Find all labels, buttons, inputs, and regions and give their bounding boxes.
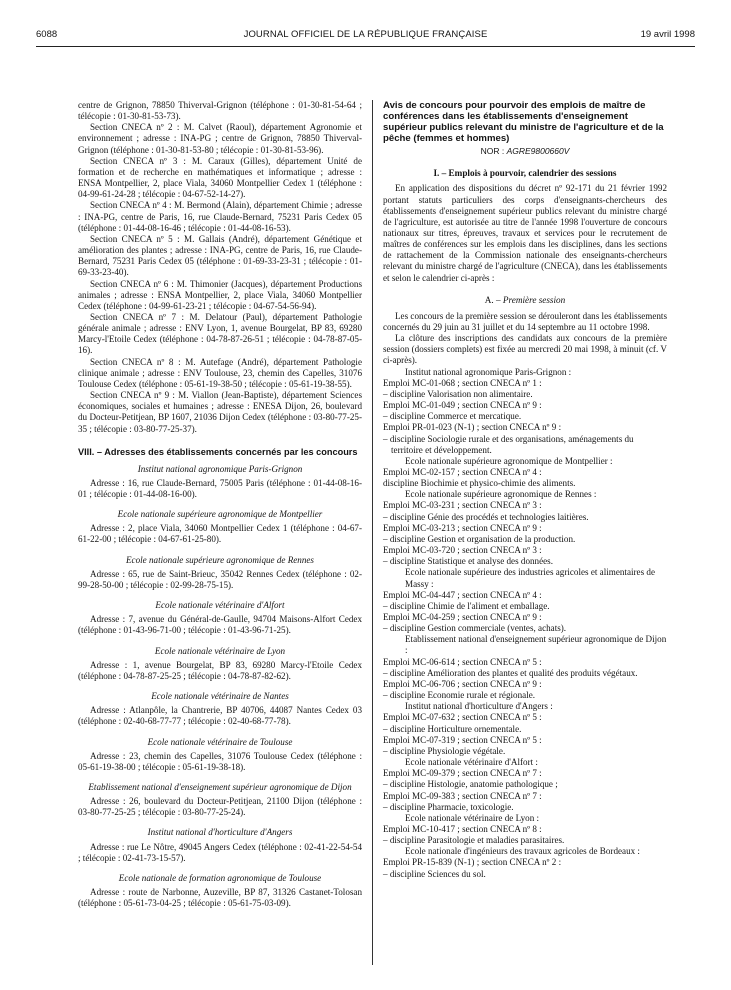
registration-paragraph: La clôture des inscriptions des candidats aux concours de la première session (dossiers complets) est fixée au mercredi 20 mai 1998, à minuit (cf. V ci-après). <box>383 333 667 366</box>
header-rule <box>36 46 695 47</box>
heading-session-prefix: A. – <box>484 294 503 305</box>
position-line: Emploi MC-09-379 ; section CNECA nº 7 : <box>383 768 542 779</box>
contact-paragraph: Section CNECA nº 9 : M. Viallon (Jean-Baptiste), département Sciences économiques, sociales et humaines ; adresse : ENESA Dijon, 26, boulevard du Docteur-Petitjean, BP 1607, 21036 Dijon Cedex (téléphone : 03-80-77-25-35 ; télécopie : 03-80-77-25-37). <box>78 390 362 434</box>
position-line: Emploi MC-01-049 ; section CNECA nº 9 : <box>383 400 542 411</box>
session-dates-paragraph: Les concours de la première session se dérouleront dans les établissements concernés du 29 juin au 31 juillet et du 14 septembre au 11 octobre 1998. <box>383 310 667 332</box>
establishment-address: Adresse : 23, chemin des Capelles, 31076 Toulouse Cedex (téléphone : 05-61-19-38-00 ; télécopie : 05-61-19-38-18). <box>78 750 362 772</box>
discipline-line: – discipline Sociologie rurale et des organisations, aménagements du territoire et développement. <box>383 433 634 455</box>
position-line: Emploi MC-06-706 ; section CNECA nº 9 : <box>383 678 542 689</box>
discipline-line: – discipline Parasitologie et maladies parasitaires. <box>383 835 565 846</box>
discipline-line: – discipline Valorisation non alimentaire. <box>383 388 533 399</box>
establishment-heading: Ecole nationale vétérinaire d'Alfort : <box>405 757 538 768</box>
contact-paragraph: Section CNECA nº 2 : M. Calvet (Raoul), département Agronomie et environnement ; adresse : INA-PG ; centre de Grignon, 78850 Thiverval-Grignon (téléphone : 01-30-81-53-80 ; télécopie : 01-30-81-53-96). <box>78 122 362 155</box>
contact-paragraph: Section CNECA nº 8 : M. Autefage (André), département Pathologie clinique animale ; adresse : ENV Toulouse, 23, chemin des Capelles, 31076 Toulouse Cedex (téléphone : 05-61-19-38-50 ; télécopie : 05-61-19-38-55). <box>78 356 362 389</box>
establishment-address: Adresse : 1, avenue Bourgelat, BP 83, 69280 Marcy-l'Etoile Cedex (téléphone : 04-78-87-25-25 ; télécopie : 04-78-87-82-62). <box>78 659 362 681</box>
position-line: Emploi MC-09-383 ; section CNECA nº 7 : <box>383 790 542 801</box>
establishment-name: Ecole nationale de formation agronomique de Toulouse <box>118 872 322 883</box>
column-divider <box>372 100 373 965</box>
position-line: Emploi MC-02-157 ; section CNECA nº 4 : <box>383 466 542 477</box>
contact-paragraph: Section CNECA nº 6 : M. Thimonier (Jacques), département Productions animales ; adresse : ENSA Montpellier, 2, place Viala, 34060 Montpellier Cedex (téléphone : 04-99-61-23-21 ; télécopie : 04-67-54-56-94). <box>78 278 362 311</box>
establishment-name: Ecole nationale supérieure agronomique de Montpellier <box>117 509 323 520</box>
journal-title: JOURNAL OFFICIEL DE LA RÉPUBLIQUE FRANÇAISE <box>243 29 488 40</box>
position-line: Emploi PR-01-023 (N-1) ; section CNECA nº 9 : <box>383 422 562 433</box>
establishment-heading: Ecole nationale d'ingénieurs des travaux agricoles de Bordeaux : <box>405 846 640 857</box>
establishment-heading: Etablissement national d'enseignement supérieur agronomique de Dijon : <box>405 634 667 656</box>
discipline-line: – discipline Economie rurale et régionale. <box>383 690 536 701</box>
discipline-line: discipline Biochimie et physico-chimie des aliments. <box>383 478 576 489</box>
discipline-line: – discipline Pharmacie, toxicologie. <box>383 801 514 812</box>
address-entry <box>78 600 362 636</box>
address-entry <box>78 782 362 818</box>
contact-paragraph: centre de Grignon, 78850 Thiverval-Grignon (téléphone : 01-30-81-54-64 ; télécopie : 01-30-81-53-73). <box>78 100 362 122</box>
discipline-line: – discipline Horticulture ornementale. <box>383 723 522 734</box>
address-entry <box>78 646 362 682</box>
page-number: 6088 <box>36 29 58 40</box>
discipline-line: – discipline Physiologie végétale. <box>383 745 506 756</box>
establishment-name: Ecole nationale vétérinaire de Toulouse <box>147 736 293 747</box>
establishment-heading: Institut national d'horticulture d'Angers : <box>405 701 553 712</box>
nor-line <box>383 146 667 157</box>
establishment-address: Adresse : Atlanpôle, la Chantrerie, BP 40706, 44087 Nantes Cedex 03 (téléphone : 02-40-68-77-77 ; télécopie : 02-40-68-77-78). <box>78 705 362 727</box>
position-line: Emploi PR-15-839 (N-1) ; section CNECA nº 2 : <box>383 857 562 868</box>
position-line: Emploi MC-04-259 ; section CNECA nº 9 : <box>383 612 542 622</box>
establishment-name: Ecole nationale vétérinaire de Nantes <box>151 691 289 702</box>
address-entry <box>78 737 362 773</box>
positions-list <box>383 367 667 880</box>
discipline-line: – discipline Commerce et mercatique. <box>383 411 522 422</box>
position-line: Emploi MC-03-213 ; section CNECA nº 9 : <box>383 522 542 533</box>
discipline-line: – discipline Génie des procédés et technologies laitières. <box>383 511 589 522</box>
establishment-address: Adresse : rue Le Nôtre, 49045 Angers Cedex (téléphone : 02-41-22-54-54 ; télécopie : 02-41-73-15-57). <box>78 841 362 863</box>
contact-paragraph: Section CNECA nº 7 : M. Delatour (Paul), département Pathologie générale animale ; adresse : ENV Lyon, 1, avenue Bourgelat, BP 83, 69280 Marcy-l'Etoile Cedex (téléphone : 04-78-87-26-51 ; télécopie : 04-78-87-05-16). <box>78 311 362 356</box>
position-line: Emploi MC-03-720 ; section CNECA nº 3 : <box>383 545 542 556</box>
heading-emplois: I. – Emplois à pourvoir, calendrier des sessions <box>433 168 617 179</box>
position-line: Emploi MC-07-319 ; section CNECA nº 5 : <box>383 734 542 745</box>
notice-title: Avis de concours pour pourvoir des emplois de maître de conférences dans les établissements d'enseignement supérieur publics relevant du ministre de l'agriculture et de la pêche (femmes et hommes) <box>383 100 664 145</box>
establishment-address: Adresse : 65, rue de Saint-Brieuc, 35042 Rennes Cedex (téléphone : 02-99-28-50-00 ; télécopie : 02-99-28-75-15). <box>78 568 362 590</box>
establishment-address: Adresse : 16, rue Claude-Bernard, 75005 Paris (téléphone : 01-44-08-16-01 ; télécopie : 01-44-08-16-00). <box>78 477 362 499</box>
position-line: Emploi MC-07-632 ; section CNECA nº 5 : <box>383 712 542 723</box>
nor-code: AGRE9800660V <box>506 146 570 157</box>
discipline-line: – discipline Gestion et organisation de la production. <box>383 533 576 544</box>
heading-session <box>383 294 667 306</box>
position-line: Emploi MC-01-068 ; section CNECA nº 1 : <box>383 377 542 388</box>
contact-paragraph: Section CNECA nº 3 : M. Caraux (Gilles), département Unité de formation et de recherche en mathématiques et informatique ; adresse : ENSA Montpellier, 2, place Viala, 34060 Montpellier Cedex 1 (téléphone : 04-99-61-24-28 ; télécopie : 04-67-52-14-27). <box>78 155 362 200</box>
establishment-name: Institut national d'horticulture d'Angers <box>147 827 293 838</box>
address-entry <box>78 827 362 863</box>
discipline-line: – discipline Statistique et analyse des données. <box>383 556 553 567</box>
establishment-name: Ecole nationale supérieure agronomique de Rennes <box>126 554 314 565</box>
section-heading-addresses: VIII. – Adresses des établissements concernés par les concours <box>78 446 358 457</box>
establishment-heading: Institut national agronomique Paris-Grignon : <box>405 366 572 377</box>
right-column <box>383 100 667 880</box>
discipline-line: – discipline Amélioration des plantes et qualité des produits végétaux. <box>383 667 638 678</box>
address-list <box>78 464 362 910</box>
issue-date: 19 avril 1998 <box>640 29 695 40</box>
establishment-address: Adresse : 2, place Viala, 34060 Montpellier Cedex 1 (téléphone : 04-67-61-22-00 ; télécopie : 04-67-61-25-80). <box>78 523 362 545</box>
establishment-name: Ecole nationale vétérinaire de Lyon <box>154 645 286 656</box>
address-entry <box>78 509 362 545</box>
establishment-name: Ecole nationale vétérinaire d'Alfort <box>155 600 285 611</box>
establishment-heading: Ecole nationale vétérinaire de Lyon : <box>405 812 540 823</box>
discipline-line: – discipline Sciences du sol. <box>383 868 486 879</box>
intro-paragraph: En application des dispositions du décret nº 92-171 du 21 février 1992 portant statuts particuliers des corps d'enseignants-chercheurs des établissements d'enseignement supérieur publics relevant du ministre chargé de l'agriculture, est autorisée au titre de l'année 1998 l'ouverture de concours nationaux sur titres, épreuves, travaux et services pour le recrutement de maîtres de conférences sur les emplois dans les disciplines, dans les sections de rattachement de la Commission nationale des enseignants-chercheurs relevant du ministre chargé de l'agriculture (CNECA), dans les établissements et selon le calendrier ci-après : <box>383 183 667 283</box>
establishment-address: Adresse : route de Narbonne, Auzeville, BP 87, 31326 Castanet-Tolosan (téléphone : 05-61-73-04-25 ; télécopie : 05-61-75-03-09). <box>78 887 362 909</box>
address-entry <box>78 691 362 727</box>
address-entry <box>78 464 362 500</box>
discipline-line: – discipline Chimie de l'aliment et emballage. <box>383 600 550 611</box>
address-entry <box>78 873 362 909</box>
contact-paragraph: Section CNECA nº 5 : M. Gallais (André), département Génétique et amélioration des plantes ; adresse : INA-PG, centre de Paris, 16, rue Claude-Bernard, 75231 Paris Cedex 05 (téléphone : 01-69-33-23-31 ; télécopie : 01-69-33-23-40). <box>78 233 362 278</box>
position-line: Emploi MC-06-614 ; section CNECA nº 5 : <box>383 656 542 667</box>
establishment-address: Adresse : 7, avenue du Général-de-Gaulle, 94704 Maisons-Alfort Cedex (téléphone : 01-43-96-71-00 ; télécopie : 01-43-96-71-25). <box>78 614 362 636</box>
contact-paragraph: Section CNECA nº 4 : M. Bermond (Alain), département Chimie ; adresse : INA-PG, centre de Paris, 16, rue Claude-Bernard, 75231 Paris Cedex 05 (téléphone : 01-44-08-16-46 ; télécopie : 01-44-08-16-53). <box>78 200 362 233</box>
page-header <box>36 28 695 42</box>
nor-label: NOR : <box>480 146 505 157</box>
position-line: Emploi MC-04-447 ; section CNECA nº 4 : <box>383 589 542 600</box>
section-contacts <box>78 100 362 435</box>
establishment-name: Etablissement national d'enseignement supérieur agronomique de Dijon <box>88 781 352 792</box>
position-line: Emploi MC-03-231 ; section CNECA nº 3 : <box>383 500 542 511</box>
heading-session-title: Première session <box>502 294 566 305</box>
establishment-heading: Ecole nationale supérieure agronomique de Montpellier : <box>405 455 613 466</box>
establishment-address: Adresse : 26, boulevard du Docteur-Petitjean, 21100 Dijon (téléphone : 03-80-77-25-25 ; télécopie : 03-80-77-25-24). <box>78 796 362 818</box>
address-entry <box>78 555 362 591</box>
establishment-heading: Ecole nationale supérieure des industries agricoles et alimentaires de Massy : <box>405 567 655 589</box>
left-column <box>78 100 362 918</box>
establishment-heading: Ecole nationale supérieure agronomique de Rennes : <box>405 489 597 500</box>
discipline-line: – discipline Histologie, anatomie pathologique ; <box>383 779 558 790</box>
establishment-name: Institut national agronomique Paris-Grignon <box>137 463 303 474</box>
position-line: Emploi MC-10-417 ; section CNECA nº 8 : <box>383 823 542 834</box>
discipline-line: – discipline Gestion commerciale (ventes, achats). <box>383 623 567 634</box>
